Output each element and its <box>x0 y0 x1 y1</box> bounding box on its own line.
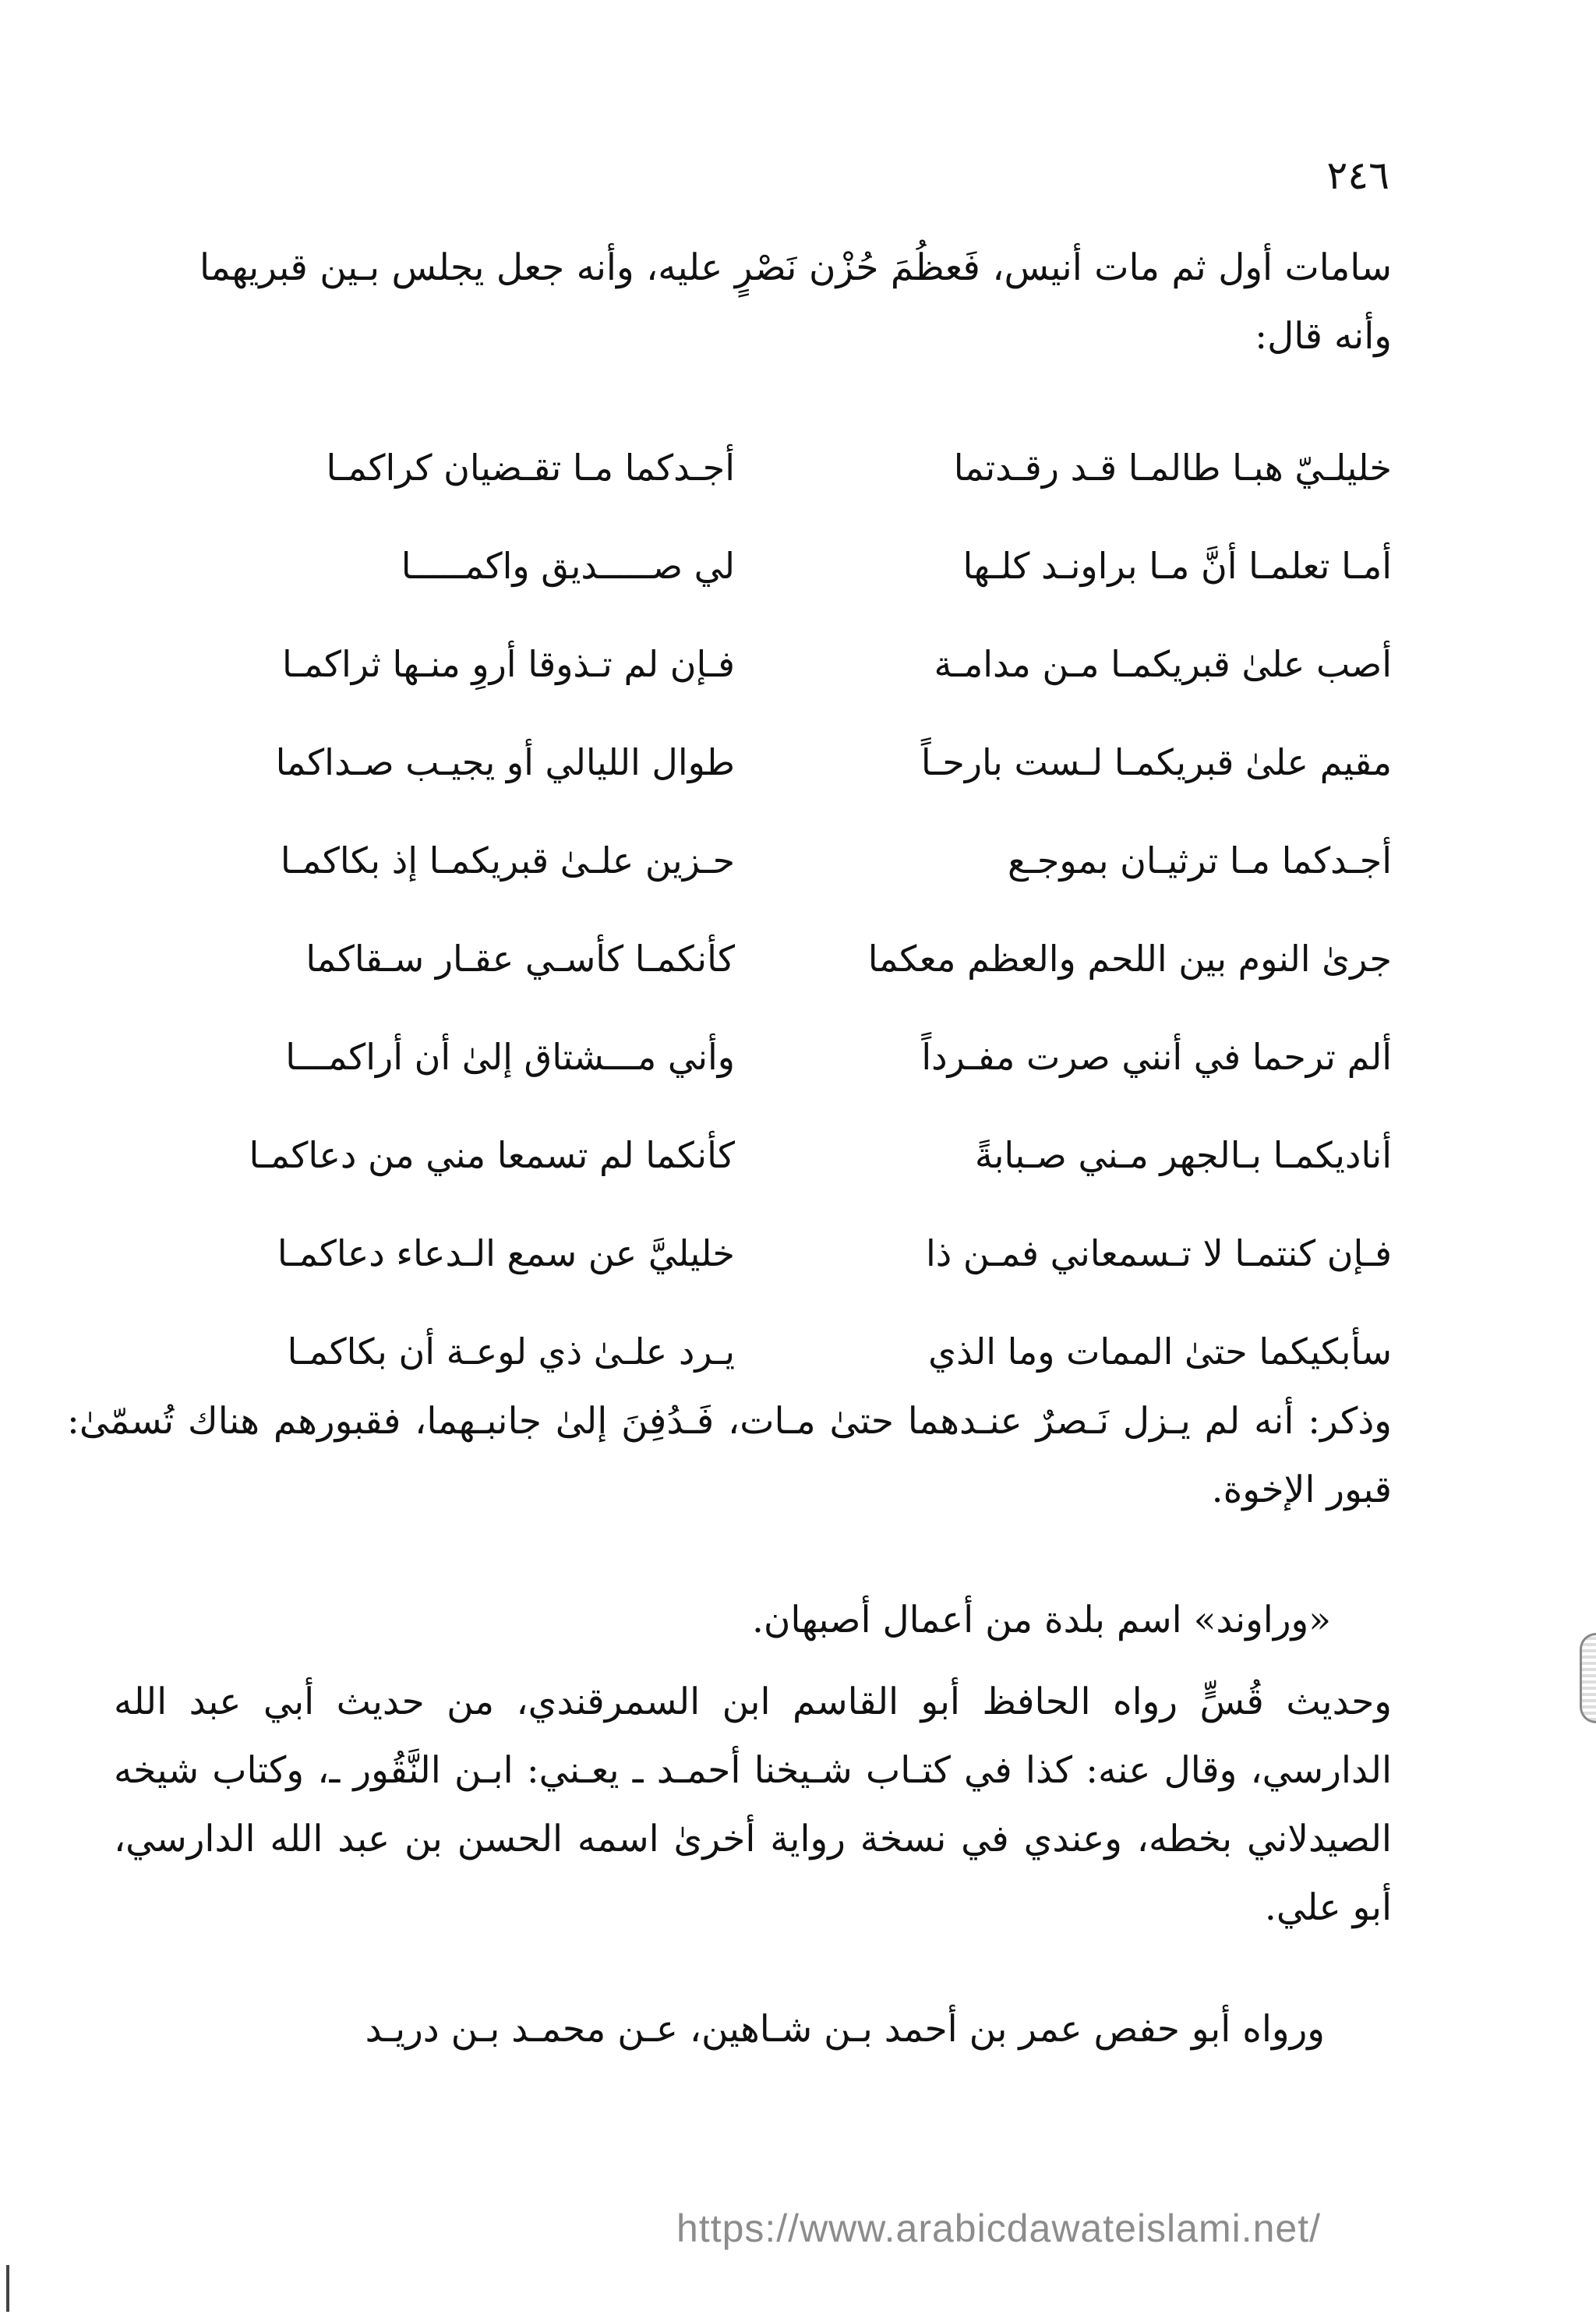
poem-ajz: كأنكمـا كأسـي عقـار سـقاكما <box>305 938 735 980</box>
poem-ajz: فـإن لم تـذوقا أروِ منـها ثراكمـا <box>281 643 735 685</box>
watermark-url: https://www.arabicdawateislami.net/ <box>676 2207 1322 2250</box>
poem-sadr: فـإن كنتمـا لا تـسمعاني فمـن ذا <box>926 1232 1392 1274</box>
poem-ajz: وأني مـــشتاق إلىٰ أن أراكمـــا <box>285 1036 735 1078</box>
poem-ajz: طوال الليالي أو يجيـب صـداكما <box>275 741 735 783</box>
intro-paragraph: سامات أول ثم مات أنيس، فَعظُمَ حُزْن نَصْرٍ عليه، وأنه جعل يجلس بـين قبريهما وأنه قال: <box>200 246 1392 358</box>
poem-ajz: لي صـــــديق واكمـــــا <box>401 545 735 587</box>
poem-sadr: ألم ترحما في أنني صرت مفـرداً <box>921 1036 1392 1078</box>
paragraph-qus-hadith: وحديث قُسٍّ رواه الحافظ أبو القاسم ابن السمرقندي، من حديث أبي عبد الله الدارسي، وقال عنه: كذا في كتـاب شـيخنا أحمـد ـ يعـني: ابـن النَّقُور ـ، وكتاب شيخه الصيدلاني بخطه، وعندي في نسخة رواية أخرىٰ اسمه الحسن بن عبد الله الدارسي، أبو علي. <box>114 1680 1392 1929</box>
poem-sadr: أمـا تعلمـا أنَّ مـا براونـد كلـها <box>962 545 1392 587</box>
page-number: ٢٤٦ <box>1326 153 1389 198</box>
poem-couplet <box>0 829 1596 928</box>
poem-ajz: أجـدكما مـا تقـضيان كراكمـا <box>326 447 735 489</box>
poem-couplet <box>0 1222 1596 1320</box>
paragraph-rawand-note: «وراوند» اسم بلدة من أعمال أصبهان. <box>751 1599 1331 1641</box>
poem-couplet <box>0 731 1596 829</box>
poem-sadr: خليلـيّ هبـا طالمـا قـد رقـدتما <box>953 447 1392 489</box>
poem-sadr: مقيم علىٰ قبريكمـا لـست بارحـاً <box>920 741 1392 783</box>
poem-ajz: حـزين علـىٰ قبريكمـا إذ بكاكمـا <box>280 839 735 882</box>
poem-sadr: أناديكمـا بـالجهر مـني صـبابةً <box>974 1134 1392 1176</box>
paragraph-burial: وذكر: أنه لم يـزل نَـصرٌ عنـدهما حتىٰ مـات، فَـدُفِنَ إلىٰ جانبـهما، فقبورهم هناك تُسمّىٰ: قبور الإخوة. <box>67 1400 1392 1511</box>
poem-couplet <box>0 633 1596 731</box>
poem-ajz: خليليَّ عن سمع الـدعاء دعاكمـا <box>277 1232 735 1274</box>
poem-couplet <box>0 928 1596 1026</box>
poem-sadr: جرىٰ النوم بين اللحم والعظم معكما <box>867 938 1392 980</box>
scan-corner-mark <box>6 2265 9 2312</box>
poem-couplet <box>0 1026 1596 1124</box>
paragraph-abu-hafs: ورواه أبو حفص عمر بن أحمد بـن شـاهين، عـن محمـد بـن دريـد <box>365 2008 1325 2051</box>
page-edge-mark <box>1580 1633 1596 1723</box>
poem <box>0 436 1596 1419</box>
poem-sadr: أجـدكما مـا ترثيـان بموجـع <box>1007 839 1392 882</box>
poem-couplet <box>0 436 1596 535</box>
poem-ajz: كأنكما لم تسمعا مني من دعاكمـا <box>249 1134 735 1176</box>
poem-sadr: أصب علىٰ قبريكمـا مـن مدامـة <box>934 643 1392 685</box>
poem-ajz: يـرد علـىٰ ذي لوعـة أن بكاكمـا <box>287 1330 735 1373</box>
poem-couplet <box>0 1124 1596 1222</box>
poem-sadr: سأبكيكما حتىٰ الممات وما الذي <box>928 1330 1392 1373</box>
poem-couplet <box>0 535 1596 633</box>
